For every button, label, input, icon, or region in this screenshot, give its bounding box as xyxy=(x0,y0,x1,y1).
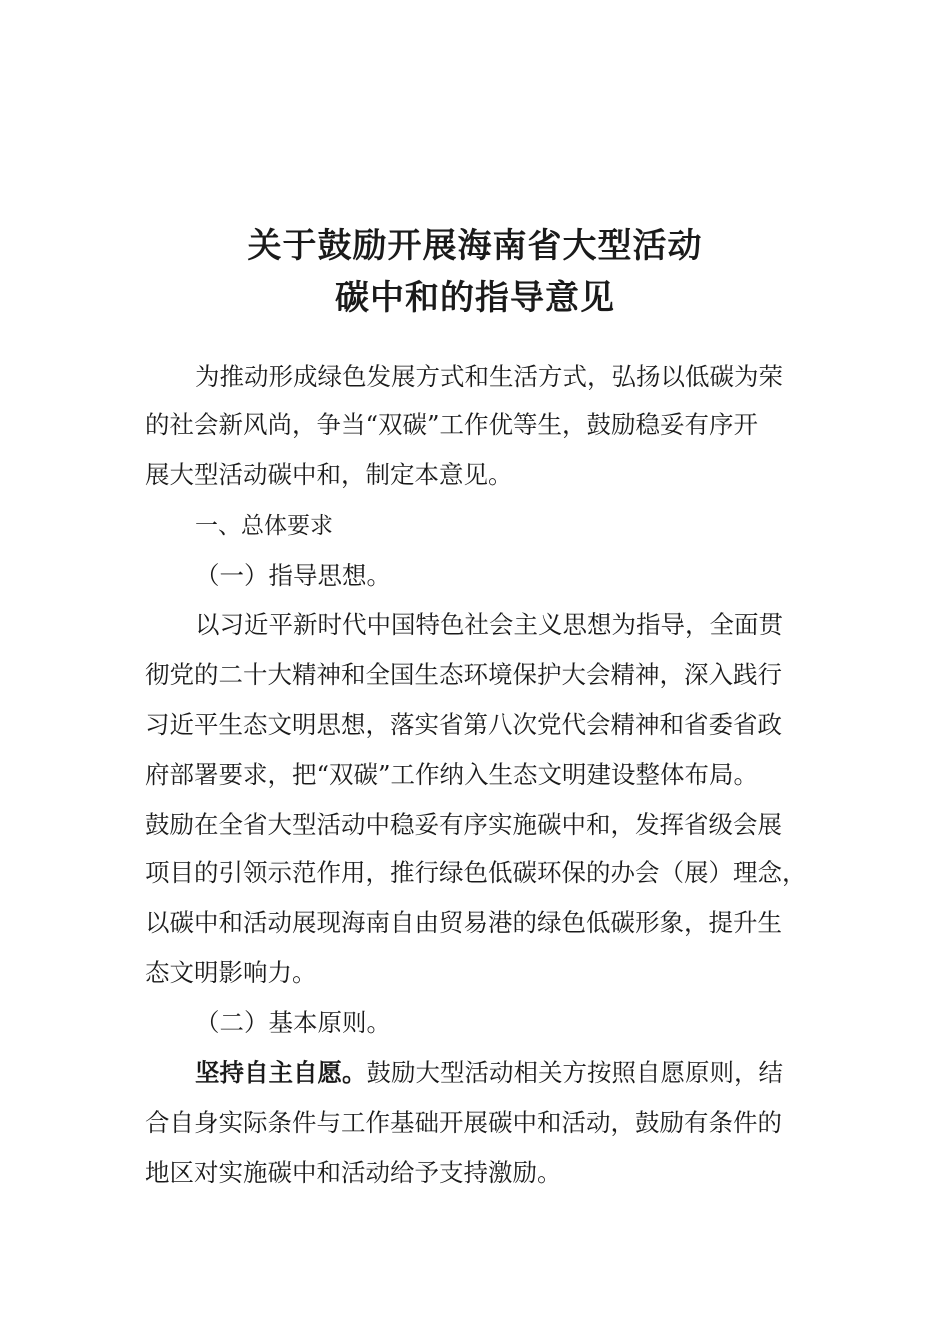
paragraph-1-line-4: 府部署要求，把“双碳”工作纳入生态文明建设整体布局。 xyxy=(145,760,759,789)
document-title-line-1: 关于鼓励开展海南省大型活动 xyxy=(247,226,703,266)
principle-title: 坚持自主自愿。 xyxy=(195,1058,367,1087)
subheading-guiding-ideology: （一）指导思想。 xyxy=(195,561,391,590)
intro-line-2: 的社会新风尚，争当“双碳”工作优等生，鼓励稳妥有序开 xyxy=(145,410,759,439)
paragraph-1-line-2: 彻党的二十大精神和全国生态环境保护大会精神，深入践行 xyxy=(145,660,782,689)
document-title-line-2: 碳中和的指导意见 xyxy=(335,278,615,318)
paragraph-1-line-7: 以碳中和活动展现海南自由贸易港的绿色低碳形象，提升生 xyxy=(145,908,782,937)
paragraph-2-line-3: 地区对实施碳中和活动给予支持激励。 xyxy=(145,1158,562,1187)
paragraph-2-line-2: 合自身实际条件与工作基础开展碳中和活动，鼓励有条件的 xyxy=(145,1108,782,1137)
intro-line-1: 为推动形成绿色发展方式和生活方式，弘扬以低碳为荣 xyxy=(195,362,783,391)
paragraph-1-line-5: 鼓励在全省大型活动中稳妥有序实施碳中和，发挥省级会展 xyxy=(145,810,782,839)
paragraph-1-line-1: 以习近平新时代中国特色社会主义思想为指导，全面贯 xyxy=(195,610,783,639)
intro-line-3: 展大型活动碳中和，制定本意见。 xyxy=(145,460,513,489)
paragraph-2-line-1 xyxy=(195,1058,783,1108)
paragraph-1-line-3: 习近平生态文明思想，落实省第八次党代会精神和省委省政 xyxy=(145,710,782,739)
paragraph-1-line-6: 项目的引领示范作用，推行绿色低碳环保的办会（展）理念， xyxy=(145,858,807,887)
subheading-basic-principles: （二）基本原则。 xyxy=(195,1008,391,1037)
paragraph-1-line-8: 态文明影响力。 xyxy=(145,958,317,987)
paragraph-2-line-1-text: 鼓励大型活动相关方按照自愿原则，结 xyxy=(366,1058,783,1087)
section-heading-general-requirements: 一、总体要求 xyxy=(195,513,333,539)
